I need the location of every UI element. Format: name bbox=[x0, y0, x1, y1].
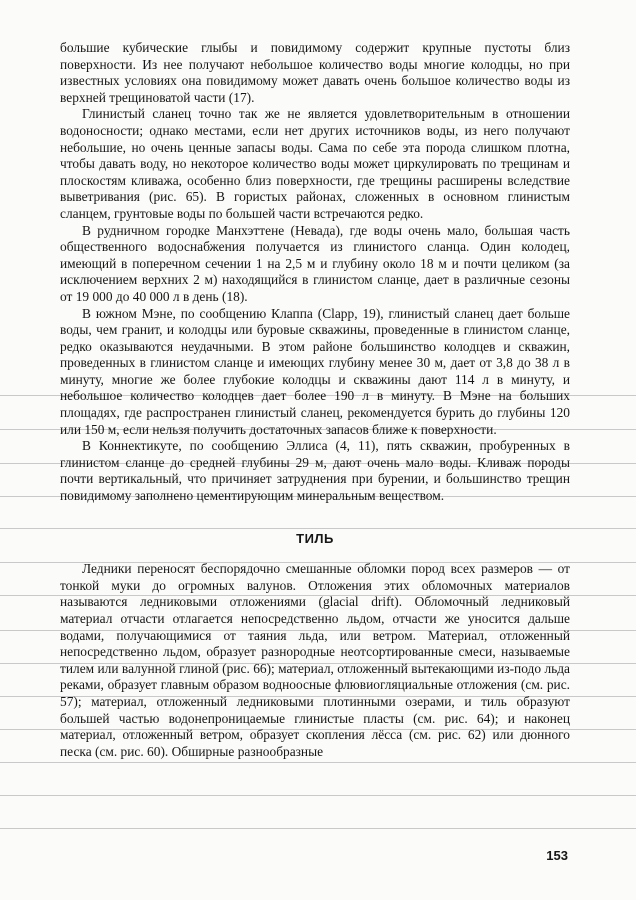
page-body bbox=[60, 40, 570, 760]
scan-line bbox=[0, 828, 636, 829]
scan-line bbox=[0, 762, 636, 763]
paragraph-connecticut: В Коннектикуте, по сообщению Эллиса (4, 11), пять скважин, пробуренных в глинистом сланце до средней глубины 29 м, дают очень мало воды. Кливаж породы почти вертикальный, что причиняет затруднения при бурении, и большинство трещин повидимому заполнено цементирующим минеральным веществом. bbox=[60, 438, 570, 504]
paragraph-manhattan: В рудничном городке Манхэттене (Невада), где воды очень мало, большая часть общественного водоснабжения получается из глинистого сланца. Один колодец, имеющий в поперечном сечении 1 на 2,5 м и глубину около 18 м и почти целиком (за исключением верхних 2 м) находящийся в глинистом сланце, дает в различные сезоны от 19 000 до 40 000 л в день (18). bbox=[60, 222, 570, 304]
paragraph-till: Ледники переносят беспорядочно смешанные обломки пород всех размеров — от тонкой муки до огромных валунов. Отложения этих обломочных материалов называются ледниковыми отложениями (glacial drift). Обломочный ледниковый материал отчасти отлагается непосредственно льдом, отчасти же уносится дальше водами, получающимися от таяния льда, или ветром. Материал, отложенный непосредственно льдом, образует разнородные неотсортированные смеси, называемые тилем или валунной глиной (рис. 66); материал, отложенный вытекающими из-подо льда реками, образует главным образом водноосные флювиогляциальные отложения (см. рис. 57); материал, отложенный ледниковыми плотинными озерами, и тиль образуют большей частью водонепроницаемые глинистые пласты (см. рис. 64); и наконец материал, отложенный ветром, образует скопления лёсса (см. рис. 62) или дюнного песка (см. рис. 60). Обширные разнообразные bbox=[60, 561, 570, 759]
scan-line bbox=[0, 795, 636, 796]
paragraph-continuation: большие кубические глыбы и повидимому содержит крупные пустоты близ поверхности. Из нее получают небольшое количество воды многие колодцы, но при известных условиях она повидимому может давать очень большое количество воды из верхней трещиноватой части (17). bbox=[60, 40, 570, 105]
paragraph-maine: В южном Мэне, по сообщению Клаппа (Clapp, 19), глинистый сланец дает больше воды, чем гранит, и колодцы или буровые скважины, проведенные в глинистом сланце, редко оказываются неудачными. В этом районе большинство колодцев и скважин, проведенных в глинистом сланце и имеющих глубину менее 30 м, дает от 3,8 до 38 л в минуту, многие же более глубокие колодцы и скважины дают 114 л в минуту, и небольшое количество колодцев дает более 190 л в минуту. В Мэне на больших площадях, где распространен глинистый сланец, рекомендуется бурить до глубины 120 или 150 м, если нельзя получить достаточных запасов ближе к поверхности. bbox=[60, 305, 570, 437]
page-number: 153 bbox=[546, 848, 568, 863]
paragraph-shale: Глинистый сланец точно так же не является удовлетворительным в отношении водоносности; однако местами, если нет других источников воды, из него получают небольшие, но очень ценные запасы воды. Сама по себе эта порода слишком плотна, чтобы давать воду, но некоторое количество воды может циркулировать по трещинам и плоскостям кливажа, особенно близ поверхности, где трещины расширены вследствие выветривания (рис. 65). В гористых районах, сложенных в основном глинистым сланцем, грунтовые воды по большей части встречаются редко. bbox=[60, 106, 570, 221]
section-heading: ТИЛЬ bbox=[296, 530, 334, 546]
